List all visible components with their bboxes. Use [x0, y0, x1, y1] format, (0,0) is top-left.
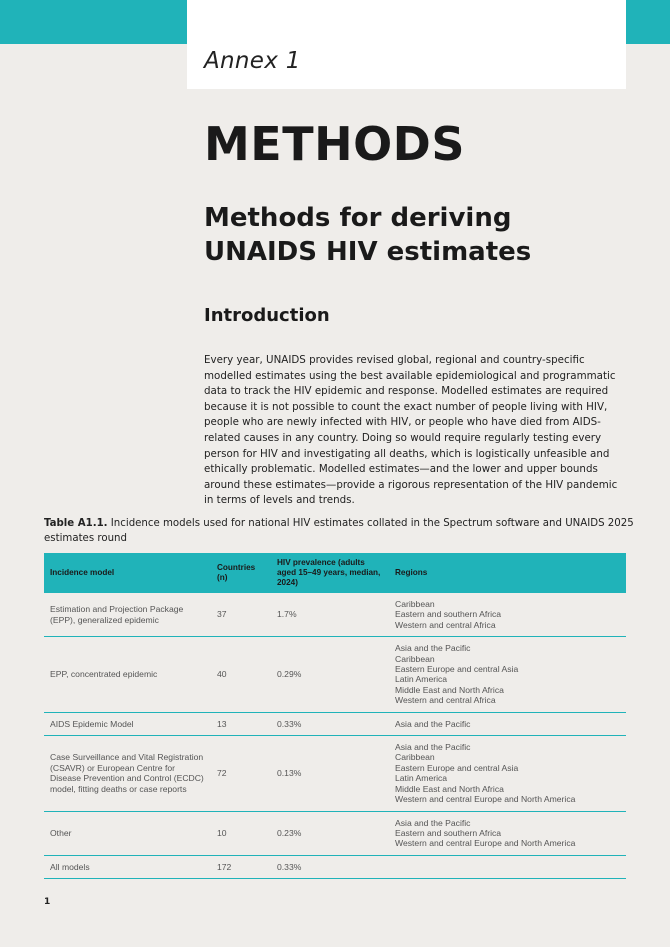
- header-accent-bar-left: [0, 0, 187, 44]
- intro-paragraph: Every year, UNAIDS provides revised global, regional and country-specific modelled estimates using the best available epidemiological and programmatic data to track the HIV epidemic and response. Modelled estimates are required because it is not possible to count the exact number of people living with HIV, people who are newly infected with HIV, or people who have died from AIDS-related causes in any country. Doing so would require regularly testing every person for HIV and investigating all deaths, which is logistically unfeasible and ethically problematic. Modelled estimates—and the lower and upper bounds around these estimates—provide a rigorous representation of the HIV pandemic in terms of levels and trends.: [204, 354, 618, 507]
- subtitle-line-2: UNAIDS HIV estimates: [204, 237, 532, 267]
- cell-countries: 13: [211, 712, 271, 735]
- header-incidence-model: Incidence model: [50, 568, 115, 577]
- cell-regions: Asia and the Pacific Caribbean Eastern Europe and central Asia Latin America Middle East and North Africa Western and central Europe and North America: [389, 736, 626, 811]
- section-heading-introduction: Introduction: [204, 305, 330, 326]
- table-body: [44, 593, 626, 879]
- incidence-models-table: [44, 553, 626, 879]
- cell-incidence-model: Estimation and Projection Package (EPP), generalized epidemic: [44, 593, 211, 637]
- page-subtitle: [204, 201, 624, 269]
- cell-incidence-model: Case Surveillance and Vital Registration (CSAVR) or European Centre for Disease Prevention and Control (ECDC) model, fitting deaths or case reports: [44, 736, 211, 811]
- table-row: [44, 811, 626, 855]
- page-number: 1: [44, 897, 51, 907]
- cell-incidence-model: AIDS Epidemic Model: [44, 712, 211, 735]
- table-row: [44, 712, 626, 735]
- cell-countries: 172: [211, 855, 271, 878]
- cell-regions: [389, 855, 626, 878]
- cell-incidence-model: All models: [44, 855, 211, 878]
- header-hiv-prevalence: HIV prevalence (adults aged 15–49 years, median, 2024): [277, 558, 381, 587]
- table-caption: [44, 516, 634, 546]
- cell-countries: 72: [211, 736, 271, 811]
- subtitle-line-1: Methods for deriving: [204, 203, 512, 233]
- cell-countries: 10: [211, 811, 271, 855]
- cell-hiv-prevalence: 0.13%: [271, 736, 389, 811]
- header-accent-bar-right: [626, 0, 670, 44]
- header-countries: Countries (n): [217, 563, 256, 582]
- cell-regions: Asia and the Pacific Caribbean Eastern Europe and central Asia Latin America Middle East and North Africa Western and central Africa: [389, 637, 626, 712]
- table-row: [44, 855, 626, 878]
- cell-regions: Asia and the Pacific Eastern and southern Africa Western and central Europe and North America: [389, 811, 626, 855]
- cell-incidence-model: Other: [44, 811, 211, 855]
- table-row: [44, 637, 626, 712]
- table-row: [44, 736, 626, 811]
- table-row: [44, 593, 626, 637]
- cell-hiv-prevalence: 0.33%: [271, 712, 389, 735]
- table-caption-label: Table A1.1.: [44, 518, 108, 529]
- cell-countries: 37: [211, 593, 271, 637]
- cell-hiv-prevalence: 0.23%: [271, 811, 389, 855]
- annex-header-box: [187, 0, 626, 89]
- cell-hiv-prevalence: 0.33%: [271, 855, 389, 878]
- annex-label: Annex 1: [204, 48, 301, 74]
- cell-hiv-prevalence: 0.29%: [271, 637, 389, 712]
- header-regions: Regions: [395, 568, 428, 577]
- cell-countries: 40: [211, 637, 271, 712]
- cell-hiv-prevalence: 1.7%: [271, 593, 389, 637]
- cell-incidence-model: EPP, concentrated epidemic: [44, 637, 211, 712]
- page-title: METHODS: [204, 117, 465, 171]
- table-header-row: [44, 553, 626, 593]
- table-caption-text: Incidence models used for national HIV estimates collated in the Spectrum software and UNAIDS 2025 estimates round: [44, 518, 634, 544]
- cell-regions: Asia and the Pacific: [389, 712, 626, 735]
- cell-regions: Caribbean Eastern and southern Africa Western and central Africa: [389, 593, 626, 637]
